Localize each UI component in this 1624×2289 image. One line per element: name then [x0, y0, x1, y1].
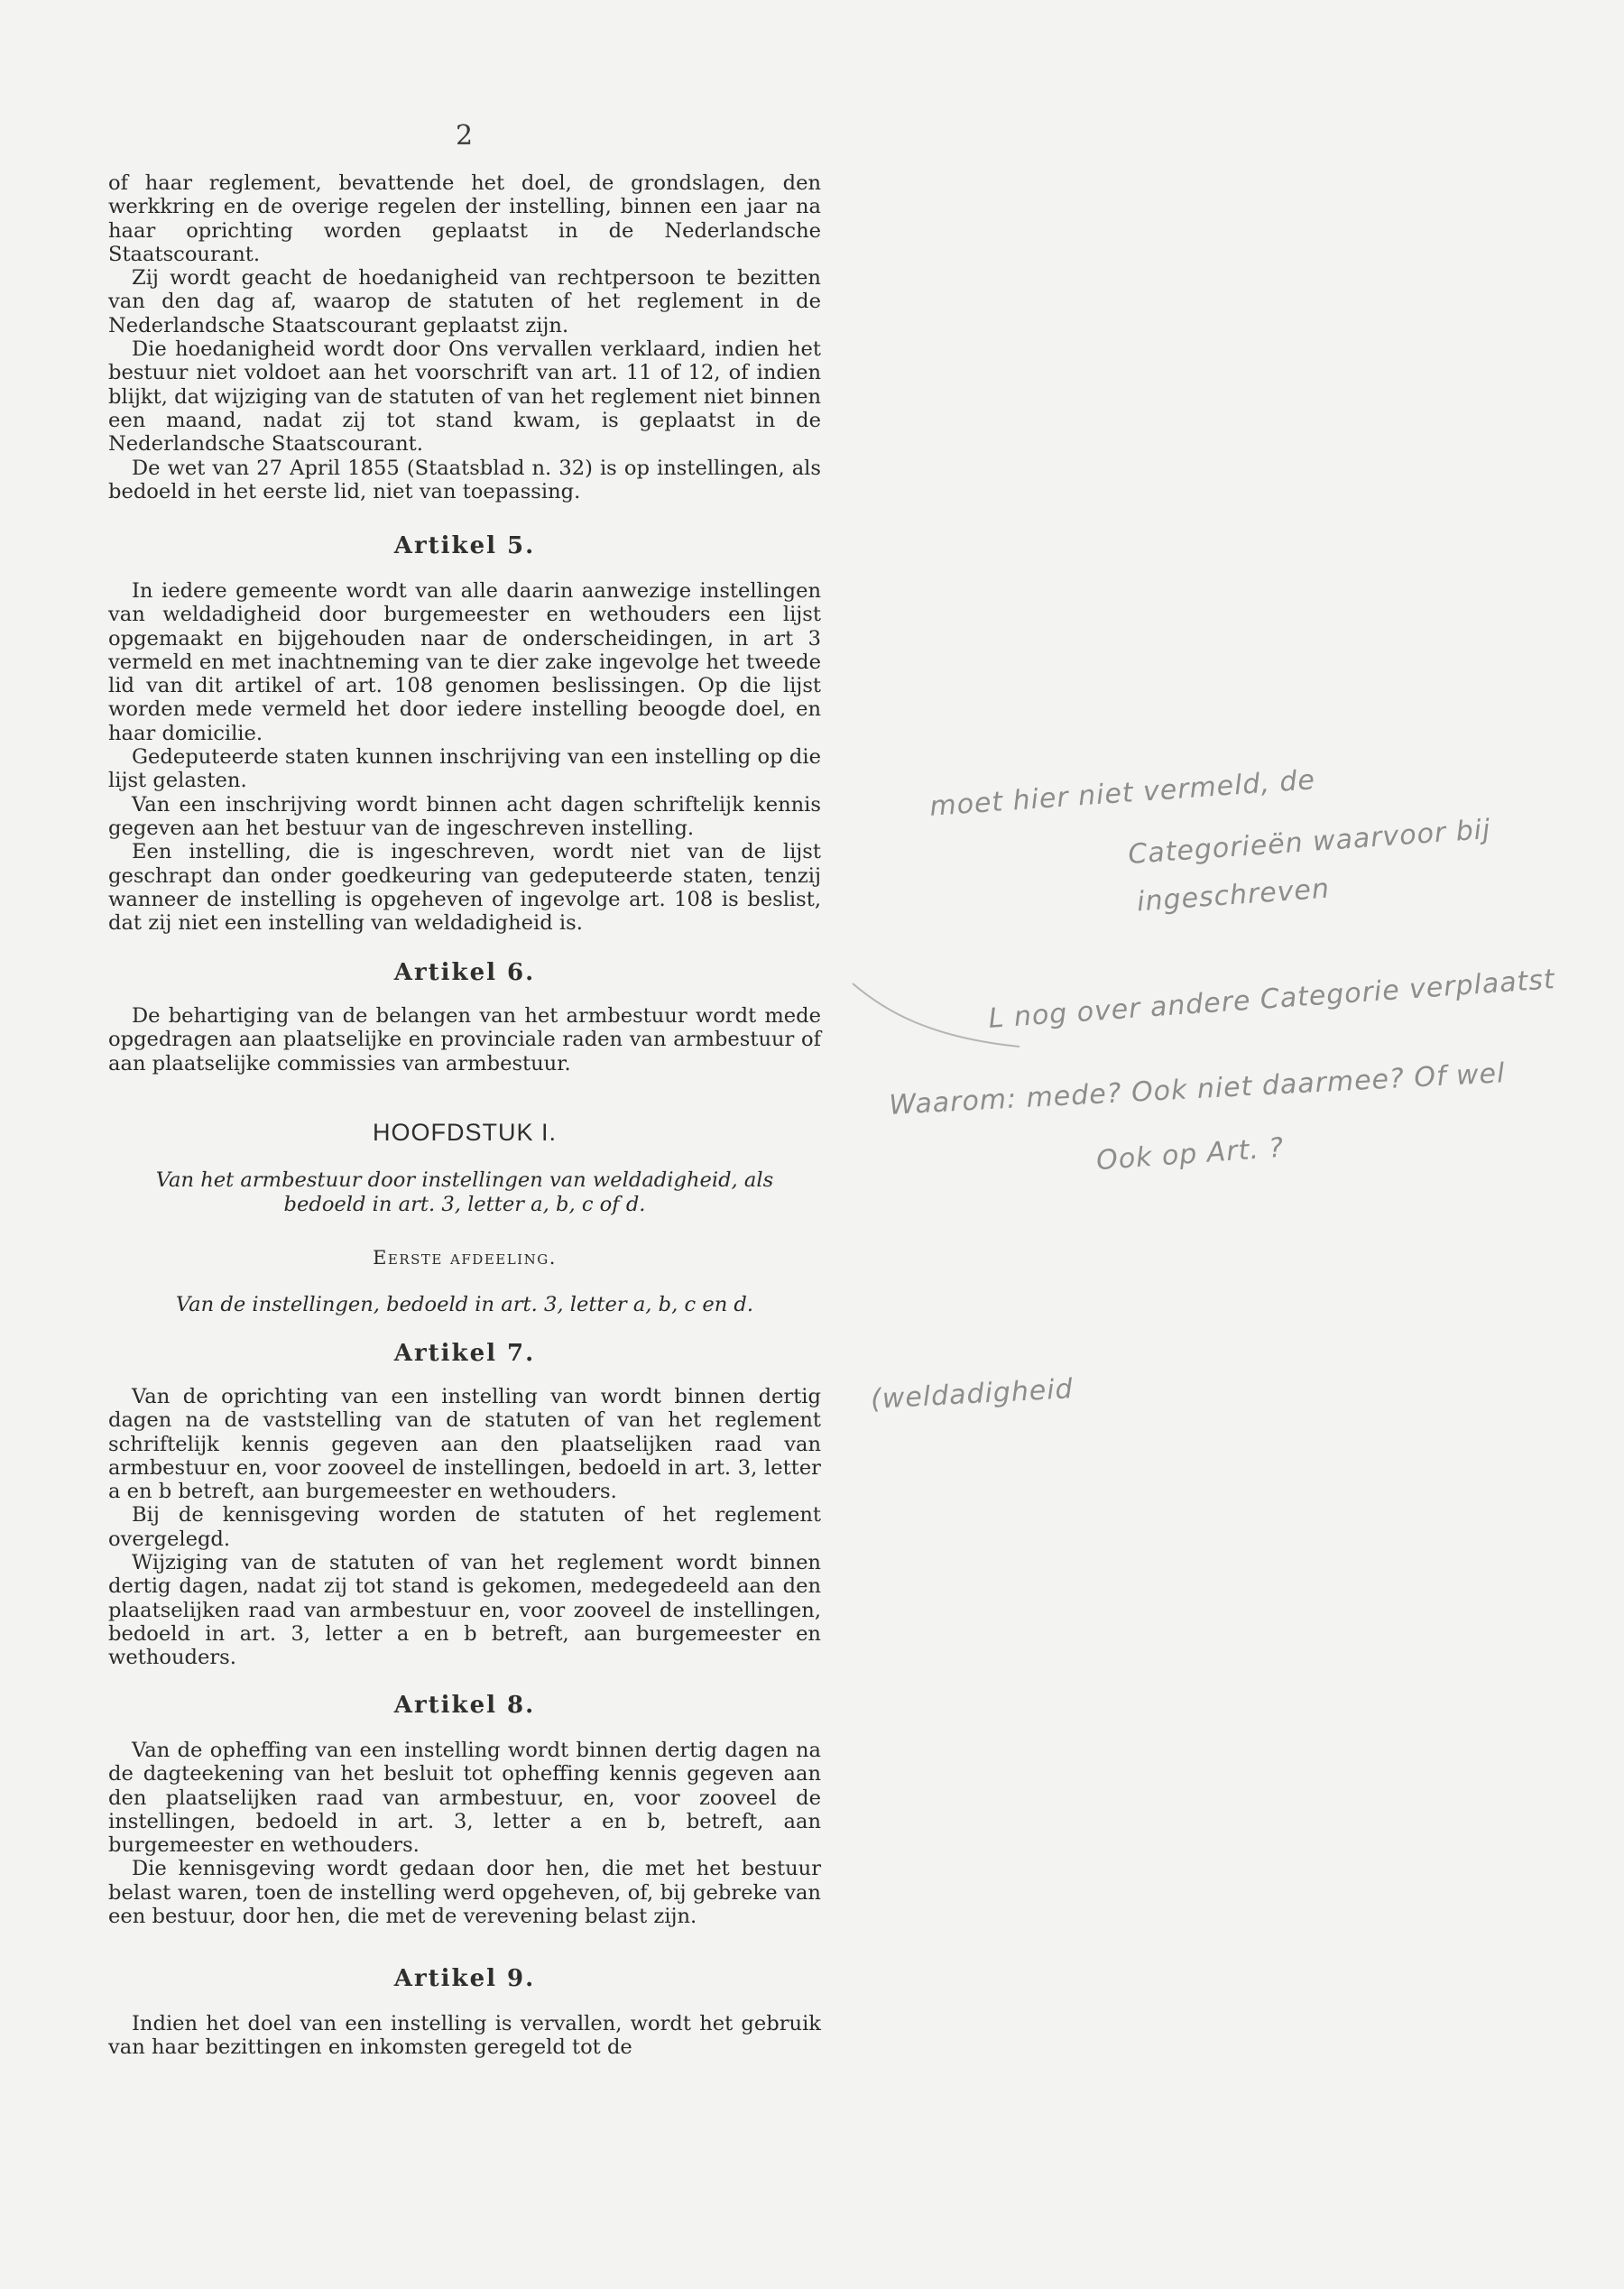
paragraph: Zij wordt geacht de hoedanigheid van rechtpersoon te bezitten van den dag af, waarop de statuten of het reglement in de Nederlandsche Staatscourant geplaatst zijn. [108, 266, 821, 337]
handwritten-note-1-line-2: Categorieën waarvoor bij [1127, 813, 1492, 872]
handwritten-pencil-stroke [848, 974, 1029, 1056]
article-5-heading: Artikel 5. [393, 532, 536, 559]
article-9-body [108, 2012, 821, 2060]
paragraph: Van de oprichting van een instelling van wordt binnen dertig dagen na de vaststelling van de statuten of van het reglement schriftelijk kennis gegeven aan den plaatselijken raad van armbestuur en, voor zooveel de instellingen, bedoeld in art. 3, letter a en b betreft, aan burgemeester en wethouders. [108, 1385, 821, 1504]
paragraph: Van een inschrijving wordt binnen acht dagen schriftelijk kennis gegeven aan het bestuur van de ingeschreven instelling. [108, 792, 821, 840]
page-number: 2 [456, 120, 474, 152]
article-7-body [108, 1385, 821, 1670]
paragraph: Een instelling, die is ingeschreven, wordt niet van de lijst geschrapt dan onder goedkeuring van gedeputeerde staten, tenzij wanneer de instelling is opgeheven of ingevolge art. 108 is beslist, dat zij niet een instelling van weldadigheid is. [108, 840, 821, 936]
paragraph: Indien het doel van een instelling is vervallen, wordt het gebruik van haar bezittingen en inkomsten geregeld tot de [108, 2012, 821, 2060]
paragraph: De behartiging van de belangen van het armbestuur wordt mede opgedragen aan plaatselijke en provinciale raden van armbestuur of aan plaatselijke commissies van armbestuur. [108, 1004, 821, 1075]
chapter-title: HOOFDSTUK I. [372, 1119, 557, 1146]
paragraph: Die kennisgeving wordt gedaan door hen, die met het bestuur belast waren, toen de instelling werd opgeheven, of, bij gebreke van een bestuur, door hen, die met de verevening belast zijn. [108, 1857, 821, 1929]
chapter-subtitle: Van het armbestuur door instellingen van weldadigheid, als bedoeld in art. 3, letter a, b, c of d. [155, 1168, 774, 1216]
handwritten-note-1-line-1: moet hier niet vermeld, de [928, 764, 1316, 823]
section-subtitle: Van de instellingen, bedoeld in art. 3, letter a, b, c en d. [175, 1293, 754, 1316]
article-6-heading: Artikel 6. [393, 959, 536, 986]
section-title: Eerste afdeeling. [373, 1247, 557, 1269]
paragraph: Bij de kennisgeving worden de statuten of het reglement overgelegd. [108, 1503, 821, 1551]
article-8-heading: Artikel 8. [393, 1692, 536, 1719]
paragraph: De wet van 27 April 1855 (Staatsblad n. 32) is op instellingen, als bedoeld in het eerste lid, niet van toepassing. [108, 456, 821, 503]
article-9-heading: Artikel 9. [393, 1965, 536, 1992]
article-6-body [108, 1004, 821, 1075]
paragraph: Die hoedanigheid wordt door Ons vervallen verklaard, indien het bestuur niet voldoet aan het voorschrift van art. 11 of 12, of indien blijkt, dat wijziging van de statuten of van het reglement niet binnen een maand, nadat zij tot stand kwam, is geplaatst in de Nederlandsche Staatscourant. [108, 337, 821, 457]
article-8-body [108, 1739, 821, 1928]
handwritten-note-4: Ook op Art. ? [1095, 1131, 1286, 1177]
handwritten-note-1-line-3: ingeschreven [1136, 872, 1331, 918]
paragraph: Wijziging van de statuten of van het reglement wordt binnen dertig dagen, nadat zij tot stand is gekomen, medegedeeld aan den plaatselijken raad van armbestuur en, voor zooveel de instellingen, bedoeld in art. 3, letter a en b betreft, aan burgemeester en wethouders. [108, 1551, 821, 1670]
handwritten-note-2: L nog over andere Categorie verplaatst [987, 964, 1556, 1035]
handwritten-note-3: Waarom: mede? Ook niet daarmee? Of wel [888, 1057, 1507, 1121]
article-5-body [108, 579, 821, 935]
paragraph: In iedere gemeente wordt van alle daarin aanwezige instellingen van weldadigheid door burgemeester en wethouders een lijst opgemaakt en bijgehouden naar de onderscheidingen, in art 3 vermeld en met inachtneming van te dier zake ingevolge het tweede lid van dit artikel of art. 108 genomen beslissingen. Op die lijst worden mede vermeld het door iedere instelling beoogde doel, en haar domicilie. [108, 579, 821, 745]
paragraph: Gedeputeerde staten kunnen inschrijving van een instelling op die lijst gelasten. [108, 745, 821, 793]
paragraph: Van de opheffing van een instelling wordt binnen dertig dagen na de dagteekening van het besluit tot opheffing kennis gegeven aan den plaatselijken raad van armbestuur, en, voor zooveel de instellingen, bedoeld in art. 3, letter a en b, betreft, aan burgemeester en wethouders. [108, 1739, 821, 1858]
intro-paragraphs [108, 171, 821, 503]
article-7-heading: Artikel 7. [393, 1340, 536, 1367]
handwritten-note-5: (weldadigheid [870, 1373, 1075, 1416]
paragraph: of haar reglement, bevattende het doel, de grondslagen, den werkkring en de overige regelen der instelling, binnen een jaar na haar oprichting worden geplaatst in de Nederlandsche Staatscourant. [108, 171, 821, 266]
